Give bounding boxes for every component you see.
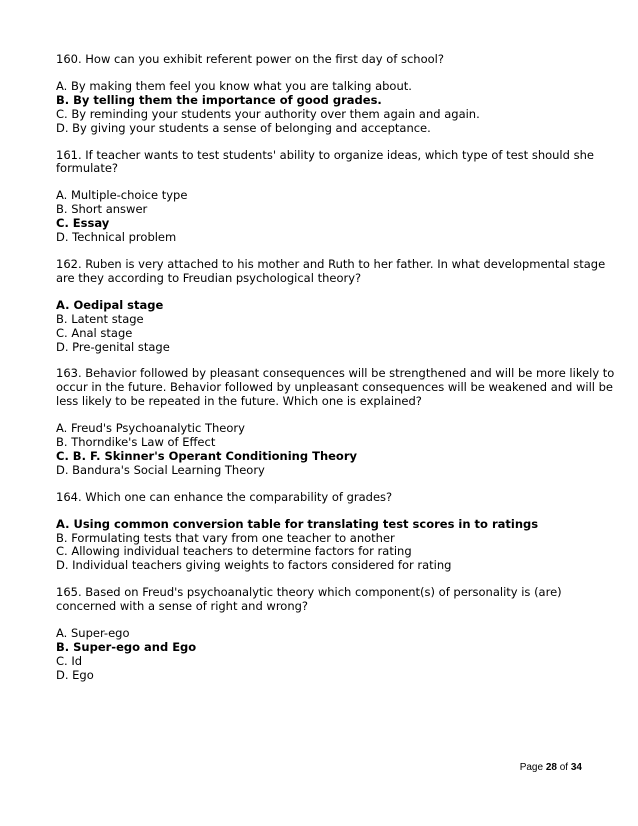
option-a-correct: A. Using common conversion table for translating test scores in to ratings <box>56 516 539 531</box>
option-d: D. Ego <box>56 667 94 682</box>
option-a-correct: A. Oedipal stage <box>56 297 164 312</box>
question-text: 161. If teacher wants to test students' ability to organize ideas, which type of test should she formulate? <box>56 147 594 176</box>
option-d: D. Technical problem <box>56 230 177 245</box>
option-c-correct: C. B. F. Skinner's Operant Conditioning Theory <box>56 448 357 463</box>
option-c: C. Id <box>56 653 83 668</box>
option-a: A. Multiple-choice type <box>56 188 188 203</box>
question-text: 162. Ruben is very attached to his mother and Ruth to her father. In what developmental stage are they according to Freudian psychological theory? <box>56 256 606 285</box>
question-text: 163. Behavior followed by pleasant consequences will be strengthened and will be more likely to occur in the future. Behavior followed by unpleasant consequences will be weakened and will be less likely to be repeated in the future. Which one is explained? <box>56 366 615 409</box>
question-text: 165. Based on Freud's psychoanalytic theory which component(s) of personality is (are) concerned with a sense of right and wrong? <box>56 585 562 614</box>
option-c: C. By reminding your students your authority over them again and again. <box>56 106 480 121</box>
option-b: B. Formulating tests that vary from one teacher to another <box>56 530 395 545</box>
option-b-correct: B. Super-ego and Ego <box>56 640 197 654</box>
question-163 <box>56 367 616 477</box>
option-d: D. Individual teachers giving weights to factors considered for rating <box>56 558 452 573</box>
option-d: D. Bandura's Social Learning Theory <box>56 462 265 477</box>
question-160 <box>56 53 616 136</box>
document-page <box>56 53 616 696</box>
option-c: C. Allowing individual teachers to determine factors for rating <box>56 544 412 559</box>
of-label: of <box>559 762 569 773</box>
question-164 <box>56 491 616 574</box>
option-b-correct: B. By telling them the importance of good grades. <box>56 92 382 107</box>
total-pages: 34 <box>570 762 582 773</box>
option-c-correct: C. Essay <box>56 216 110 231</box>
question-text: 160. How can you exhibit referent power on the first day of school? <box>56 52 444 66</box>
question-text: 164. Which one can enhance the comparability of grades? <box>56 489 393 504</box>
option-b: B. Short answer <box>56 202 148 217</box>
question-165 <box>56 586 616 682</box>
option-d: D. Pre-genital stage <box>56 339 170 354</box>
option-a: A. Super-ego <box>56 626 130 641</box>
option-b: B. Thorndike's Law of Effect <box>56 435 216 450</box>
option-d: D. By giving your students a sense of belonging and acceptance. <box>56 120 431 135</box>
page-number: 28 <box>545 762 557 773</box>
page-footer <box>0 762 582 774</box>
option-c: C. Anal stage <box>56 325 133 340</box>
option-a: A. Freud's Psychoanalytic Theory <box>56 421 245 436</box>
option-a: A. By making them feel you know what you are talking about. <box>56 78 412 93</box>
question-162 <box>56 258 616 354</box>
option-b: B. Latent stage <box>56 311 144 326</box>
question-161 <box>56 149 616 245</box>
page-label: Page <box>519 762 544 773</box>
